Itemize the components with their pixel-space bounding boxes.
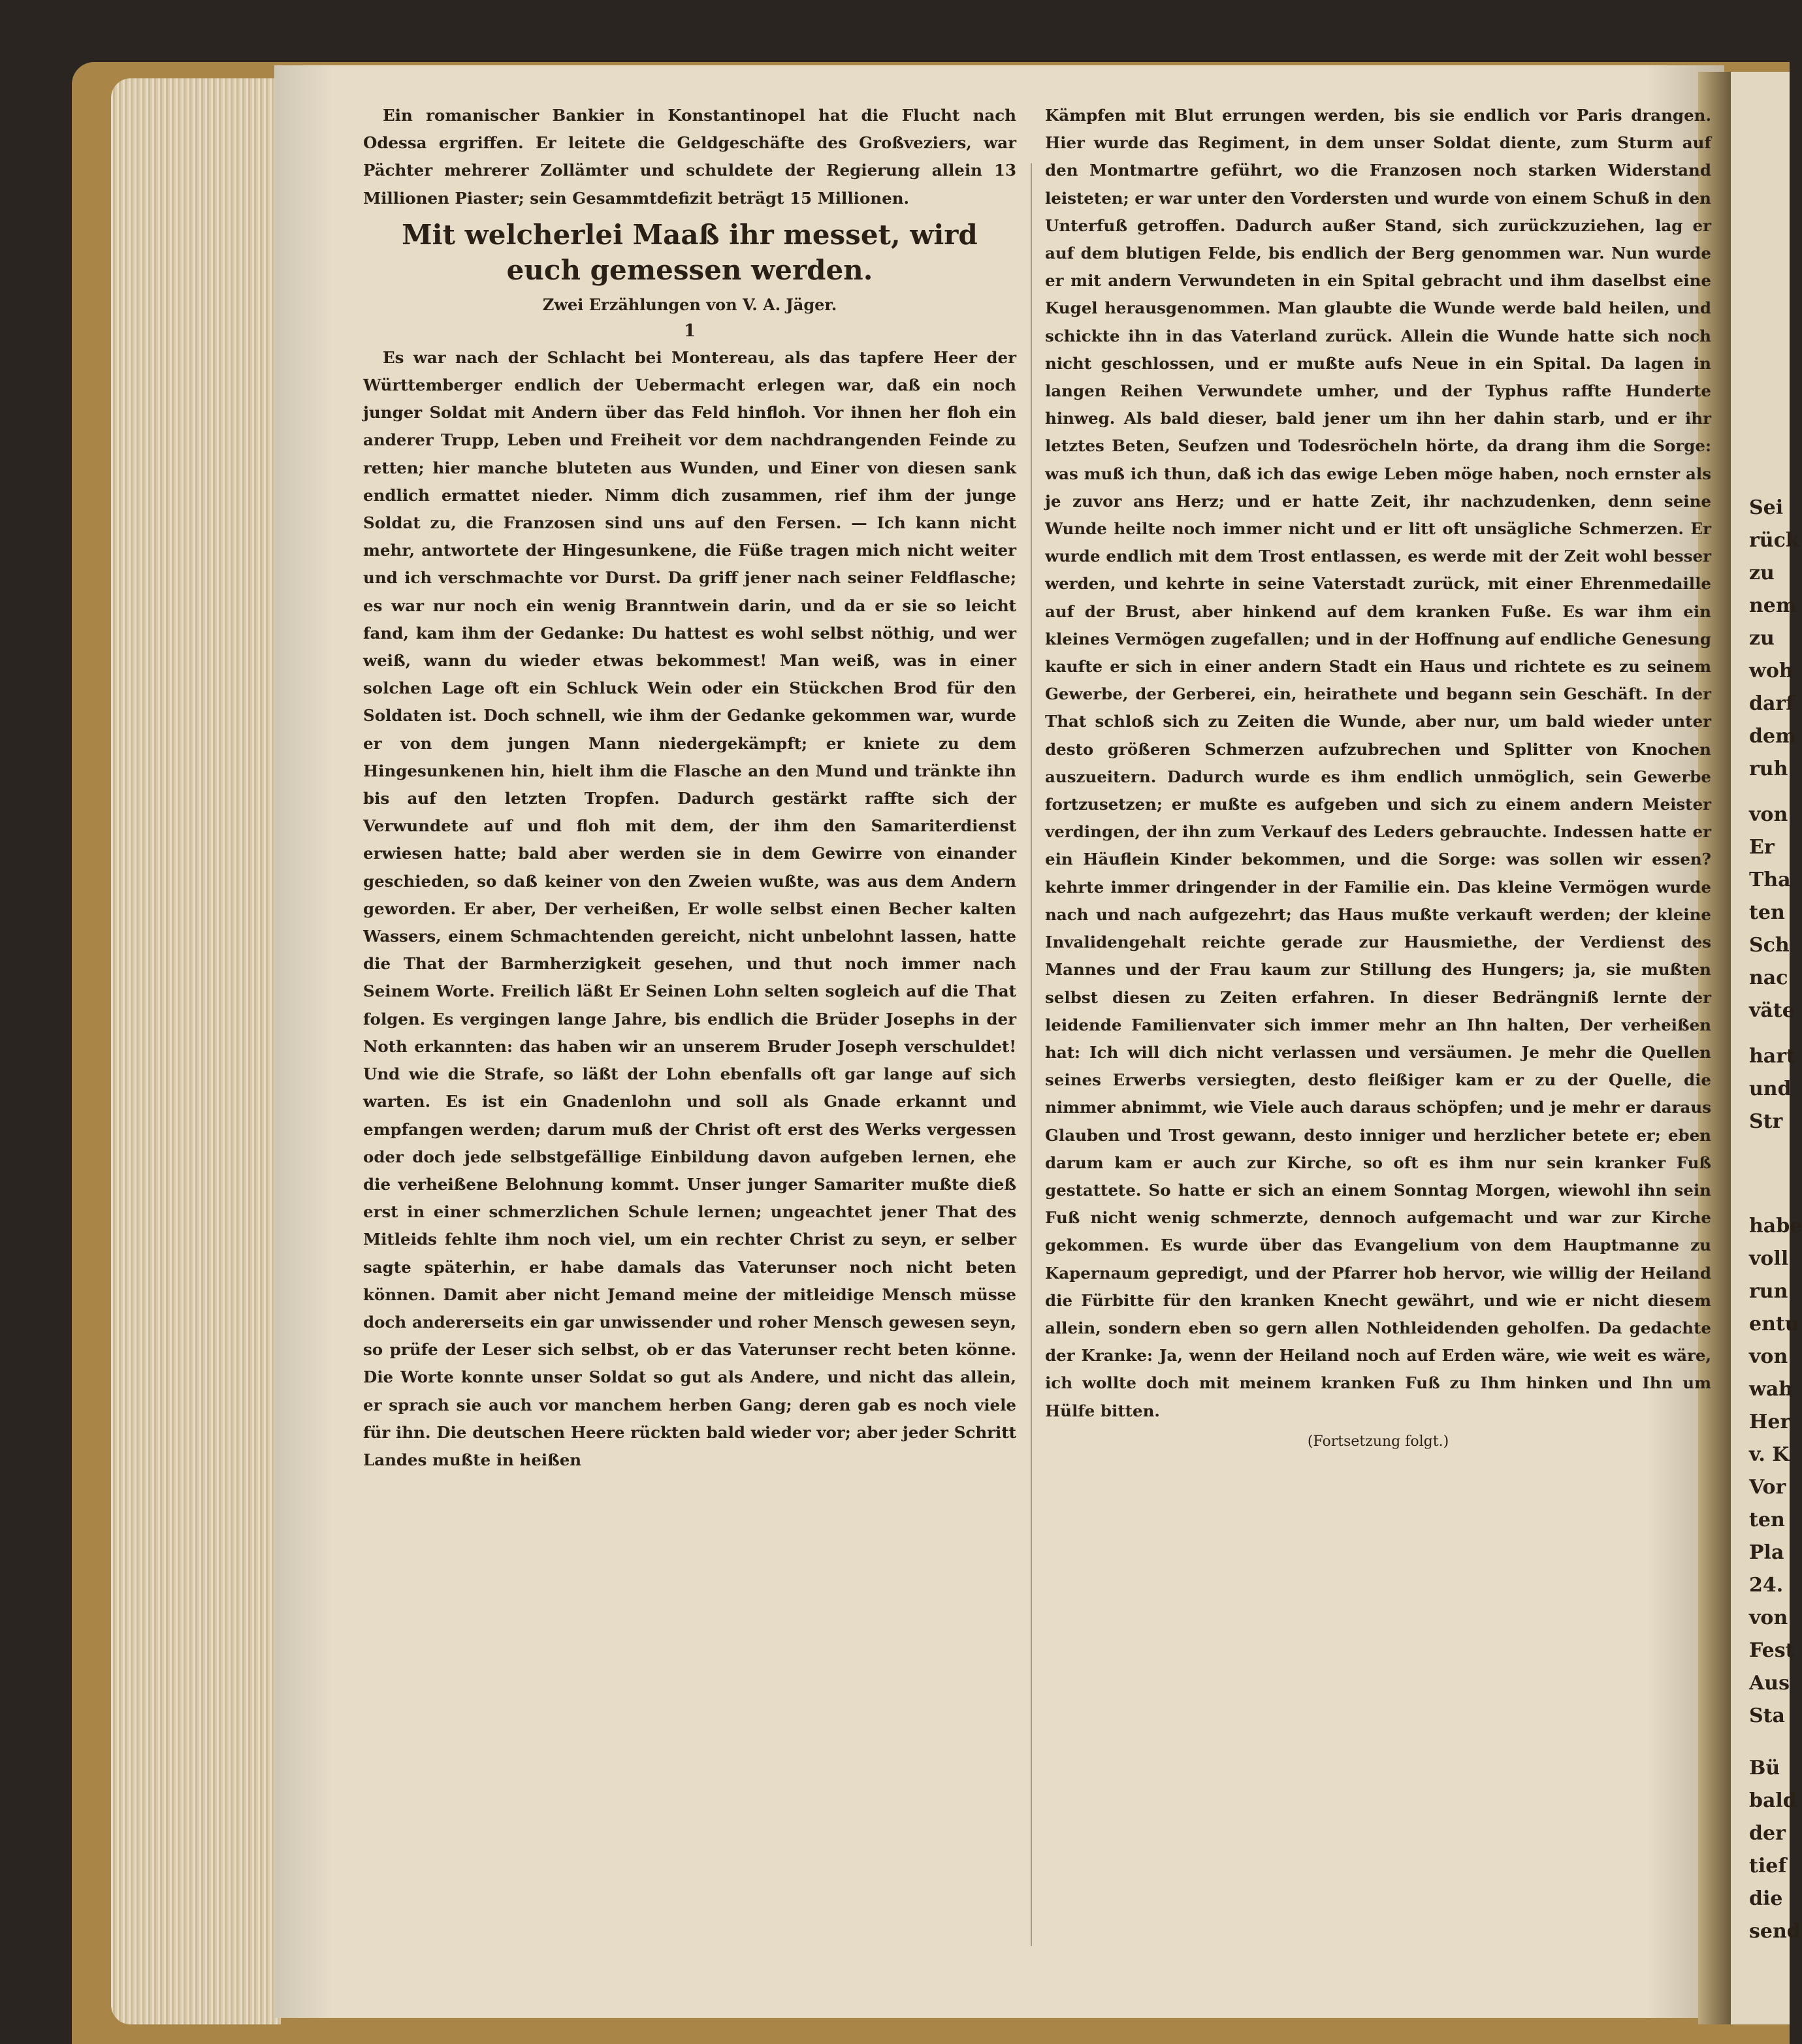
next-page-fragment: von: [1749, 1606, 1788, 1629]
next-page-fragment: zu: [1749, 562, 1775, 584]
next-page-fragment: v. K: [1749, 1443, 1790, 1466]
continued-note: (Fortsetzung folgt.): [1307, 1433, 1449, 1450]
next-page-fragment: Sch: [1749, 934, 1790, 957]
next-page-fragment: 24.: [1749, 1574, 1784, 1597]
next-page-edge: [1731, 72, 1802, 2024]
column-rule: [1031, 163, 1032, 1946]
next-page-fragment: Tha: [1749, 869, 1791, 891]
story-paragraph: Kämpfen mit Blut errungen werden, bis sie endlich vor Paris drangen. Hier wurde das Regiment, in dem unser Soldat diente, zum Sturm auf den Montmartre geführt, wo die Franzosen noch starken Widerstand leisteten; er war unter den Vordersten und wurde von einem Schuß in den Unterfuß getroffen. Dadurch außer Stand, sich zurückzuziehen, lag er auf dem blutigen Felde, bis endlich der Berg genommen war. Nun wurde er mit andern Verwundeten in ein Spital gebracht und ihm daselbst eine Kugel herausgenommen. Man glaubte die Wunde werde bald heilen, und schickte ihn in das Vaterland zurück. Allein die Wunde hatte sich noch nicht geschlossen, und er mußte aufs Neue in ein Spital. Da lagen in langen Reihen Verwundete umher, und der Typhus raffte Hunderte hinweg. Als bald dieser, bald jener um ihn her dahin starb, und er ihr letztes Beten, Seufzen und Todesröcheln hörte, da drang ihm die Sorge: was muß ich thun, daß ich das ewige Leben möge haben, noch ernster als je zuvor ans Herz; und er hatte Zeit, ihr nachzudenken, denn seine Wunde heilte noch immer nicht und er litt oft unsägliche Schmerzen. Er wurde endlich mit dem Trost entlassen, es werde mit der Zeit wohl besser werden, und kehrte in seine Vaterstadt zurück, mit einer Ehrenmedaille auf der Brust, aber hinkend auf dem kranken Fuße. Es war ihm ein kleines Vermögen zugefallen; und in der Hoffnung auf endliche Genesung kaufte er sich in einer andern Stadt ein Haus und richtete es zu seinem Gewerbe, der Gerberei, ein, heirathete und begann sein Geschäft. In der That schloß sich zu Zeiten die Wunde, aber nur, um bald wieder unter desto größeren Schmerzen aufzubrechen und Splitter von Knochen auszueitern. Dadurch wurde es ihm endlich unmöglich, sein Gewerbe fortzusetzen; er mußte es aufgeben und sich zu einem andern Meister verdingen, der ihn zum Verkauf des Leders gebrauchte. Indessen hatte er ein Häuflein Kinder bekommen, und die Sorge: was sollen wir essen? kehrte immer dringender in der Familie ein. Das kleine Vermögen wurde nach und nach aufgezehrt; das Haus mußte verkauft werden; der kleine Invalidengehalt reichte gerade zur Hausmiethe, der Verdienst des Mannes und der Frau kaum zur Stillung des Hungers; ja, sie mußten selbst diesen zu Zeiten erfahren. In dieser Bedrängniß lernte der leidende Familienvater sich immer mehr an Ihn halten, Der verheißen hat: Ich will dich nicht verlassen und versäumen. Je mehr die Quellen seines Erwerbs versiegten, desto fleißiger kam er zu der Quelle, die nimmer abnimmt, wie Viele auch daraus schöpfen; und je mehr er daraus Glauben und Trost gewann, desto inniger und herzlicher betete er; eben darum kam er auch zur Kirche, so oft es ihm nur sein kranker Fuß gestattete. So hatte er sich an einem Sonntag Morgen, wiewohl ihn sein Fuß nicht wenig schmerzte, dennoch aufgemacht und war zur Kirche gekommen. Es wurde über das Evangelium von dem Hauptmanne zu Kapernaum gepredigt, und der Pfarrer hob hervor, wie willig der Heiland die Fürbitte für den kranken Knecht gewährt, und wie er nicht diesem allein, sondern eben so gern allen Nothleidenden geholfen. Da gedachte der Kranke: Ja, wenn der Heiland noch auf Erden wäre, wie weit es wäre, ich wollte doch mit meinem kranken Fuß zu Ihm hinken und Ihn um Hülfe bitten.: [1045, 106, 1711, 1420]
next-page-fragment: send: [1749, 1920, 1801, 1943]
story-byline: Zwei Erzählungen von V. A. Jäger.: [542, 295, 837, 314]
next-page-fragment: und: [1749, 1078, 1792, 1100]
next-page-fragment: ten: [1749, 1509, 1785, 1531]
next-page-fragment: Her: [1749, 1411, 1791, 1433]
next-page-fragment: tief: [1749, 1855, 1787, 1877]
next-page-fragment: Sta: [1749, 1704, 1785, 1727]
next-page-fragment: Aus: [1749, 1672, 1790, 1695]
story-paragraph: Es war nach der Schlacht bei Montereau, als das tapfere Heer der Württemberger endlich der Uebermacht erlegen war, daß ein noch junger Soldat mit Andern über das Feld hinfloh. Vor ihnen her floh ein anderer Trupp, Leben und Freiheit vor dem nachdrangenden Feinde zu retten; hier manche bluteten aus Wunden, und Einer von diesen sank endlich ermattet nieder. Nimm dich zusammen, rief ihm der junge Soldat zu, die Franzosen sind uns auf den Fersen. — Ich kann nicht mehr, antwortete der Hingesunkene, die Füße tragen mich nicht weiter und ich verschmachte vor Durst. Da griff jener nach seiner Feldflasche; es war nur noch ein wenig Branntwein darin, und da er sie so leicht fand, kam ihm der Gedanke: Du hattest es wohl selbst nöthig, und wer weiß, wann du wieder etwas bekommest! Man weiß, was in einer solchen Lage oft ein Schluck Wein oder ein Stückchen Brod für den Soldaten ist. Doch schnell, wie ihm der Gedanke gekommen war, wurde er von dem jungen Mann niedergekämpft; er kniete zu dem Hingesunkenen hin, hielt ihm die Flasche an den Mund und tränkte ihn bis auf den letzten Tropfen. Dadurch gestärkt raffte sich der Verwundete auf und floh mit dem, der ihm den Samariterdienst erwiesen hatte; bald aber werden sie in dem Gewirre von einander geschieden, so daß keiner von den Zweien wußte, was aus dem Andern geworden. Er aber, Der verheißen, Er wolle selbst einen Becher kalten Wassers, einem Schmachtenden gereicht, nicht unbelohnt lassen, hatte die That der Barmherzigkeit gesehen, und thut noch immer nach Seinem Worte. Freilich läßt Er Seinen Lohn selten sogleich auf die That folgen. Es vergingen lange Jahre, bis endlich die Brüder Josephs in der Noth erkannten: das haben wir an unserem Bruder Joseph verschuldet! Und wie die Strafe, so läßt der Lohn ebenfalls oft gar lange auf sich warten. Es ist ein Gnadenlohn und soll als Gnade erkannt und empfangen werden; darum muß der Christ oft erst des Werks vergessen oder doch jede selbstgefällige Einbildung davon aufgeben lernen, ehe die verheißene Belohnung kommt. Unser junger Samariter mußte dieß erst in einer schmerzlichen Schule lernen; ungeachtet jener That des Mitleids fehlte ihm noch viel, um ein rechter Christ zu seyn, er selber sagte späterhin, er habe damals das Vaterunser noch nicht beten können. Damit aber nicht Jemand meine der mitleidige Mensch müsse doch andererseits ein gar unwissender und roher Mensch gewesen seyn, so prüfe der Leser sich selbst, ob er das Vaterunser recht beten könne. Die Worte konnte unser Soldat so gut als Andere, und nicht das allein, er sprach sie auch vor manchem herben Gang; deren gab es noch viele für ihn. Die deutschen Heere rückten bald wieder vor; aber jeder Schritt Landes mußte in heißen: [363, 347, 1016, 1469]
next-page-fragment: die: [1749, 1887, 1783, 1910]
next-page-fragment: Str: [1749, 1110, 1783, 1133]
next-page-fragment: zu: [1749, 627, 1775, 650]
story-title: Mit welcherlei Maaß ihr messet, wird euch gemessen werden.: [402, 218, 978, 286]
right-column: [1045, 102, 1711, 1455]
next-page-fragment: darf: [1749, 692, 1795, 715]
next-page-fragment: voll: [1749, 1247, 1789, 1270]
next-page-fragment: entu: [1749, 1313, 1799, 1335]
next-page-fragment: rück: [1749, 529, 1799, 552]
section-number: 1: [683, 321, 696, 341]
next-page-fragment: Bü: [1749, 1757, 1780, 1780]
next-page-fragment: Vor: [1749, 1476, 1786, 1499]
left-column: [363, 102, 1016, 1474]
next-page-fragment: woh: [1749, 660, 1794, 682]
next-page-fragment: Sei: [1749, 496, 1784, 519]
next-page-fragment: väte: [1749, 999, 1795, 1022]
next-page-fragment: ten: [1749, 901, 1785, 924]
page-edges: [111, 78, 281, 2024]
next-page-fragment: run: [1749, 1280, 1788, 1303]
next-page-fragment: Fest: [1749, 1639, 1795, 1662]
next-page-fragment: bald: [1749, 1789, 1797, 1812]
next-page-fragment: nac: [1749, 966, 1788, 989]
next-page-fragment: der: [1749, 1822, 1786, 1845]
next-page-fragment: habe: [1749, 1215, 1802, 1238]
next-page-fragment: Pla: [1749, 1541, 1784, 1564]
next-page-fragment: ruh: [1749, 758, 1788, 780]
next-page-fragment: nem: [1749, 594, 1797, 617]
next-page-fragment: Er: [1749, 836, 1775, 859]
next-page-fragment: wah: [1749, 1378, 1794, 1401]
news-item: Ein romanischer Bankier in Konstantinopel hat die Flucht nach Odessa ergriffen. Er leitete die Geldgeschäfte des Großveziers, war Pächter mehrerer Zollämter und schuldete der Regierung allein 13 Millionen Piaster; sein Gesammtdefizit beträgt 15 Millionen.: [363, 106, 1016, 208]
next-page-fragment: von: [1749, 803, 1788, 826]
next-page-fragment: hart: [1749, 1045, 1795, 1068]
next-page-fragment: dem: [1749, 725, 1796, 748]
next-page-fragment: von: [1749, 1345, 1788, 1368]
